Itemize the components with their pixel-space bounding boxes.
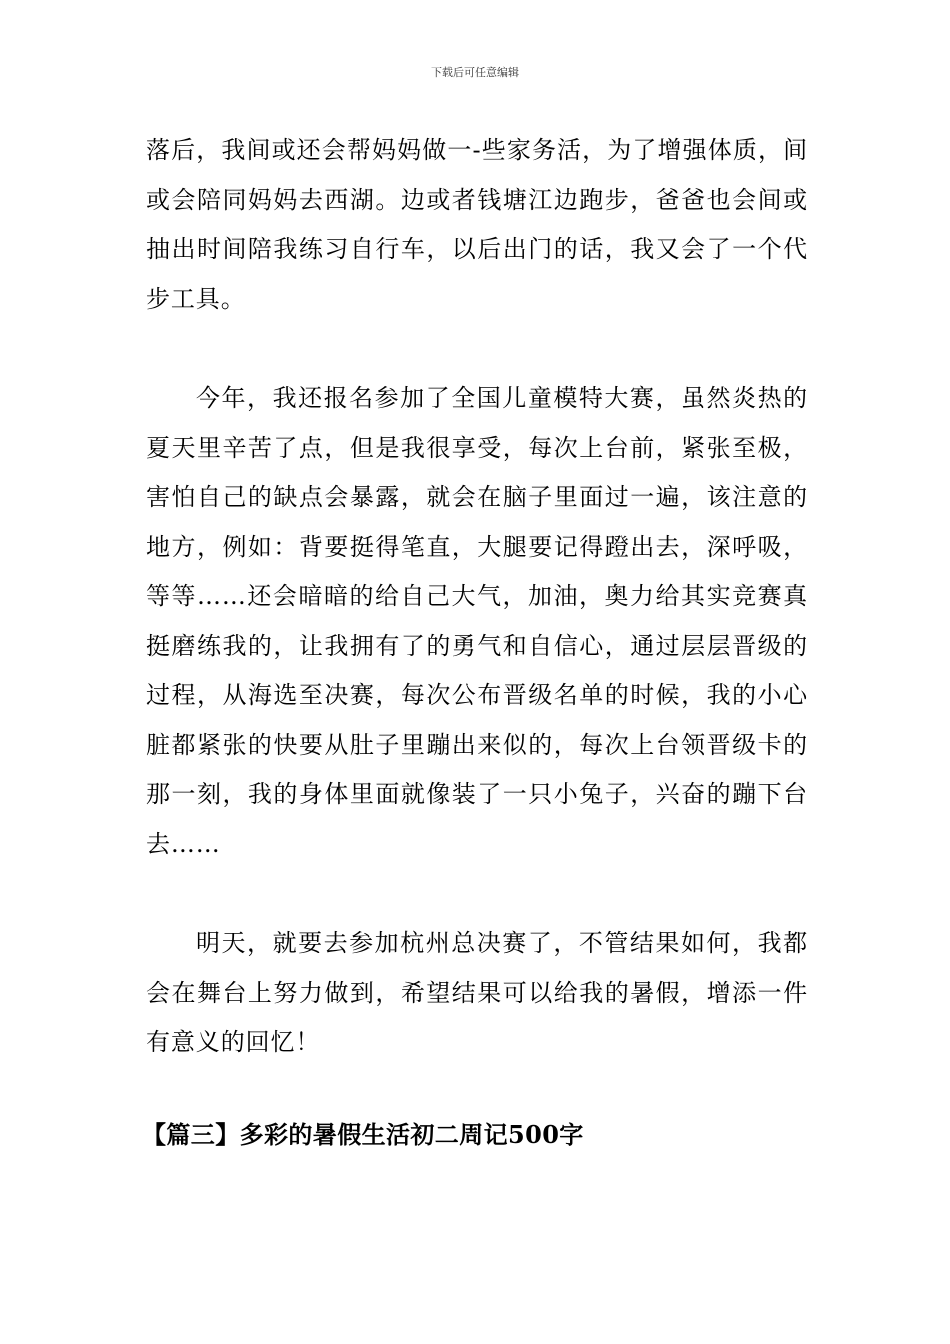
paragraph-1: 落后，我间或还会帮妈妈做一-些家务活，为了增强体质，间或会陪同妈妈去西湖。边或者钱塘江边跑步，爸爸也会间或抽出时间陪我练习自行车，以后出门的话，我又会了一个代步工具。 [146,136,808,313]
document-body [142,126,808,1159]
paragraph-3: 明天，就要去参加杭州总决赛了，不管结果如何，我都会在舞台上努力做到，希望结果可以给我的暑假，增添一件有意义的回忆！ [146,929,808,1056]
paragraph-2: 今年，我还报名参加了全国儿童模特大赛，虽然炎热的夏天里辛苦了点，但是我很享受，每次上台前，紧张至极，害怕自己的缺点会暴露，就会在脑子里面过一遍，该注意的地方，例如：背要挺得笔直，大腿要记得蹬出去，深呼吸，等等……还会暗暗的给自己大气，加油，奥力给其实竞赛真挺磨练我的，让我拥有了的勇气和自信心，通过层层晋级的过程，从海选至决赛，每次公布晋级名单的时候，我的小心脏都紧张的快要从肚子里蹦出来似的，每次上台领晋级卡的那一刻，我的身体里面就像装了一只小兔子，兴奋的蹦下台去…… [146,384,808,858]
page-header: 下载后可任意编辑 [431,66,519,79]
section-heading: 【篇三】多彩的暑假生活初二周记500字 [142,1119,584,1149]
